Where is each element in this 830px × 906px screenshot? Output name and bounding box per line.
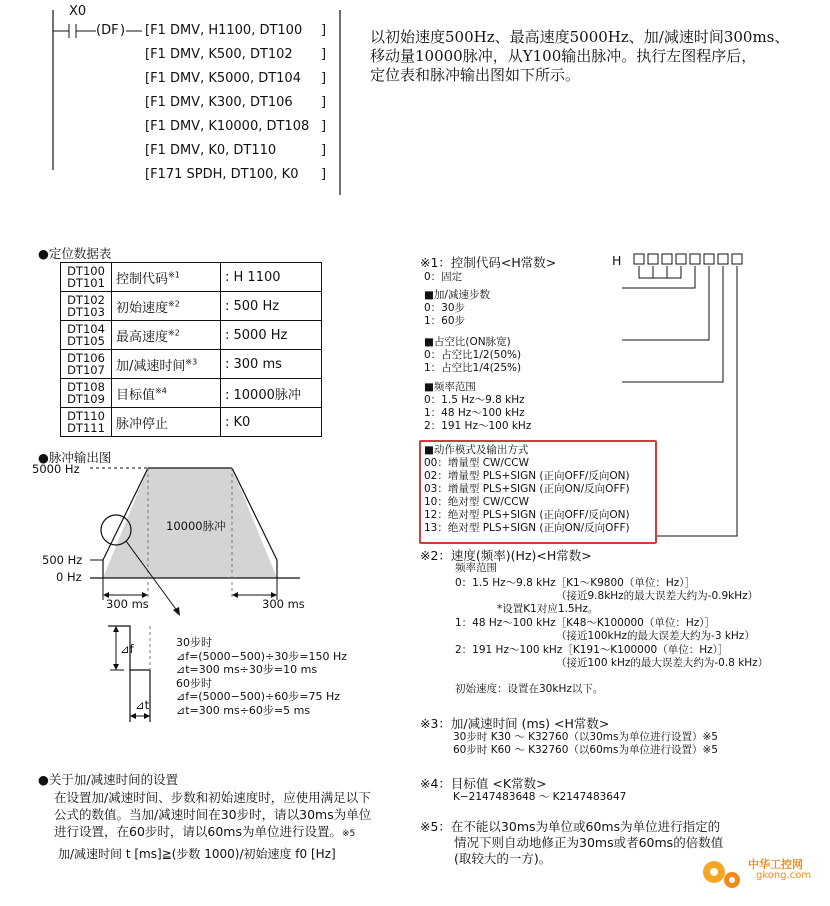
note2-l3: 2：191 Hz～100 kHz［K191～K100000（单位：Hz）］ xyxy=(455,644,729,656)
ladder-line: [F1 DMV, K5000, DT104 xyxy=(145,71,301,86)
bracket-close: ] xyxy=(321,143,327,158)
register-cell: DT102 DT103 xyxy=(61,292,112,321)
decel-time-label: 300 ms xyxy=(262,597,305,611)
table-row xyxy=(61,321,322,350)
ladder-line: [F171 SPDH, DT100, K0 xyxy=(145,167,299,182)
note4-l1: K−2147483648 ～ K2147483647 xyxy=(453,791,627,803)
ladder-line: [F1 DMV, H1100, DT100 xyxy=(145,23,303,38)
ladder-line: [F1 DMV, K500, DT102 xyxy=(145,47,293,62)
note2-range: 频率范围 xyxy=(455,562,497,574)
accel-steps-block: ■加/减速步数 0：30步 1：60步 xyxy=(424,289,490,327)
delta-f-label: ⊿f xyxy=(120,642,134,656)
note1-title: ※1：控制代码<H常数> xyxy=(420,255,557,270)
accel-formula: 加/减速时间 t [ms]≧(步数 1000)/初始速度 f0 [Hz] xyxy=(58,847,336,861)
item-name-cell: 最高速度$^{※2}$ xyxy=(112,321,221,350)
item-name-cell: 控制代码$^{※1}$ xyxy=(112,263,221,292)
note2-l1c: *设置K1对应1.5Hz。 xyxy=(497,603,599,615)
value-cell: : K0 xyxy=(221,408,322,437)
gear-logo-icon xyxy=(694,848,754,898)
duty-block: ■占空比(ON脉宽) 0：占空比1/2(50%) 1：占空比1/4(25%) xyxy=(424,336,522,374)
pulse-title: ●脉冲输出图 xyxy=(38,450,112,465)
value-cell: : 5000 Hz xyxy=(221,321,322,350)
position-table xyxy=(60,262,322,437)
register-cell: DT100 DT101 xyxy=(61,263,112,292)
note2-title: ※2：速度(频率)(Hz)<H常数> xyxy=(420,548,592,563)
table-row xyxy=(61,408,322,437)
intro-line: 移动量10000脉冲，从Y100输出脉冲。执行左图程序后， xyxy=(370,47,757,65)
value-cell: : 10000脉冲 xyxy=(221,379,322,408)
note2-l1: 0：1.5 Hz～9.8 kHz［K1～K9800（单位：Hz）］ xyxy=(455,577,695,589)
contact-label: X0 xyxy=(69,4,87,19)
note2-l2b: （接近100kHz的最大误差大约为-3 kHz） xyxy=(556,630,755,642)
intro-text xyxy=(370,28,789,85)
table-row xyxy=(61,379,322,408)
table-row xyxy=(61,292,322,321)
step-calc: 30步时 ⊿f=(5000−500)÷30步=150 Hz ⊿t=300 ms÷30步=10 ms 60步时 ⊿f=(5000−500)÷60步=75 Hz ⊿t=300 ms÷60步=5 ms xyxy=(176,636,348,717)
logo-url: gkong.com xyxy=(756,870,812,881)
item-name-cell: 脉冲停止 xyxy=(112,408,221,437)
note2-l1b: （接近9.8kHz的最大误差大约为-0.9kHz） xyxy=(556,590,759,602)
accel-text: 在设置加/减速时间、步数和初始速度时，应使用满足以下 公式的数值。当加/减速时间在30步时，请以30ms为单位 进行设置，在60步时，请以60ms为单位进行设置。※5 xyxy=(54,790,372,839)
bracket-close: ] xyxy=(321,71,327,86)
note5: ※5：在不能以30ms为单位或60ms为单位进行指定的 情况下则自动地修正为30ms或者60ms的倍数值 (取较大的一方)。 xyxy=(420,819,724,866)
item-name-cell: 目标值$^{※4}$ xyxy=(112,379,221,408)
register-cell: DT108 DT109 xyxy=(61,379,112,408)
note2-l2: 1：48 Hz～100 kHz［K48～K100000（单位：Hz）］ xyxy=(455,617,716,629)
table-row xyxy=(61,350,322,379)
delta-t-label: ⊿t xyxy=(135,698,150,712)
value-cell: : 500 Hz xyxy=(221,292,322,321)
y-zero-label: 0 Hz xyxy=(56,570,82,584)
intro-line: 以初始速度500Hz、最高速度5000Hz、加/减速时间300ms、 xyxy=(370,28,790,46)
freq-block: ■频率范围 0：1.5 Hz～9.8 kHz 1：48 Hz～100 kHz 2：191 Hz～100 kHz xyxy=(424,381,532,432)
register-cell: DT104 DT105 xyxy=(61,321,112,350)
h-prefix: H xyxy=(612,253,622,268)
ladder-line: [F1 DMV, K0, DT110 xyxy=(145,143,277,158)
value-cell: : H 1100 xyxy=(221,263,322,292)
df-close: ) xyxy=(120,23,126,38)
table-title: ●定位数据表 xyxy=(38,246,112,261)
accel-time-label: 300 ms xyxy=(106,597,149,611)
note4-title: ※4：目标值 <K常数> xyxy=(420,776,547,791)
accel-title: ●关于加/减速时间的设置 xyxy=(38,772,179,787)
note3-l2: 60步时 K60 ～ K32760（以60ms为单位进行设置）※5 xyxy=(453,744,718,756)
register-cell: DT106 DT107 xyxy=(61,350,112,379)
register-cell: DT110 DT111 xyxy=(61,408,112,437)
mode-block: ■动作模式及输出方式 00：增量型 CW/CCW 02：增量型 PLS+SIGN (正向OFF/反向ON) 03：增量型 PLS+SIGN (正向ON/反向OFF) 10：绝对型 CW/CCW 12：绝对型 PLS+SIGN (正向OFF/反向ON) 13：绝对型 PLS+SIGN (正向ON/反向OFF) xyxy=(424,444,630,534)
note2-init: 初始速度：设置在30kHz以下。 xyxy=(455,683,604,695)
logo-name: 中华工控网 xyxy=(748,858,803,871)
df-instruction: (DF xyxy=(96,23,119,38)
pulse-count-label: 10000脉冲 xyxy=(166,519,226,533)
ladder-line: [F1 DMV, K300, DT106 xyxy=(145,95,293,110)
bracket-close: ] xyxy=(321,167,327,182)
y-low-label: 500 Hz xyxy=(42,553,83,567)
value-cell: : 300 ms xyxy=(221,350,322,379)
ladder-line: [F1 DMV, K10000, DT108 xyxy=(145,119,310,134)
bracket-close: ] xyxy=(321,119,327,134)
item-name-cell: 加/减速时间$^{※3}$ xyxy=(112,350,221,379)
item-name-cell: 初始速度$^{※2}$ xyxy=(112,292,221,321)
bracket-close: ] xyxy=(321,47,327,62)
y-high-label: 5000 Hz xyxy=(32,462,80,476)
note3-l1: 30步时 K30 ～ K32760（以30ms为单位进行设置）※5 xyxy=(453,731,718,743)
fixed-zero: 0：固定 xyxy=(424,271,463,283)
intro-line: 定位表和脉冲输出图如下所示。 xyxy=(370,66,581,84)
note2-l3b: （接近100 kHz的最大误差大约为-0.8 kHz） xyxy=(556,657,769,669)
bracket-close: ] xyxy=(321,23,327,38)
bracket-close: ] xyxy=(321,95,327,110)
note3-title: ※3：加/减速时间 (ms) <H常数> xyxy=(420,716,610,731)
table-row xyxy=(61,263,322,292)
